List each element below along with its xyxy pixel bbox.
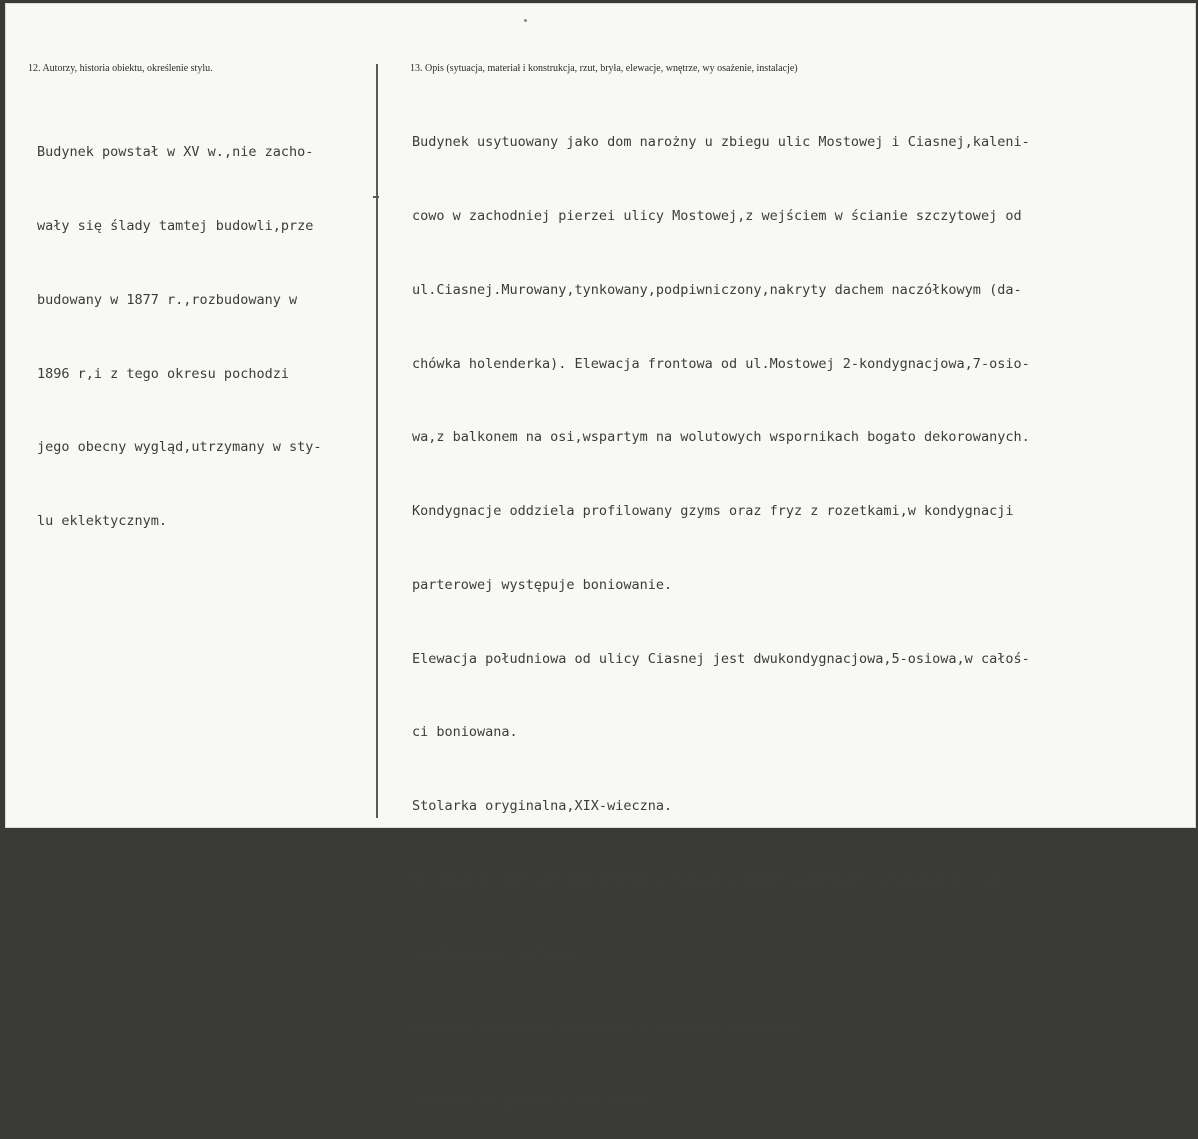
divider-mark — [373, 196, 379, 198]
text-line: ozdobny piec kaflowy. — [412, 945, 583, 962]
text-line: jego obecny wygląd,utrzymany w sty- — [37, 439, 322, 456]
text-line: cowo w zachodniej pierzei ulicy Mostowej,z wejściem w ścianie szczytowej od — [412, 207, 1022, 224]
text-line: Elewacja południowa od ulicy Ciasnej jest dwukondygnacjowa,5-osiowa,w całoś- — [412, 650, 1030, 667]
column-divider — [376, 64, 378, 818]
text-line: lu eklektycznym. — [37, 513, 168, 530]
text-line: Piwnice sklepione kolebkowo,z lunetami,dwunawowe. — [412, 1019, 811, 1036]
text-line: We wnętrzu XIX-wieczna klatka schodowa,w pomieszczeniach sztukaterie oraz — [412, 872, 1006, 888]
text-line: ul.Ciasnej.Murowany,tynkowany,podpiwniczony,nakryty dachem naczółkowym (da- — [412, 281, 1022, 298]
text-line: budowany w 1877 r.,rozbudowany w — [37, 291, 298, 308]
text-line: chówka holenderka). Elewacja frontowa od ul.Mostowej 2-kondygnacjowa,7-osio- — [412, 355, 1030, 372]
text-line: Budynek usytuowany jako dom narożny u zbiegu ulic Mostowej i Ciasnej,kaleni- — [412, 134, 1030, 151]
text-line: Budynek powstał w XV w.,nie zacho- — [37, 144, 314, 161]
section-12-header: 12. Autorzy, historia obiektu, określenie stylu. — [28, 63, 213, 74]
section-13-header: 13. Opis (sytuacja, materiał i konstrukcja, rzut, bryła, elewacje, wnętrze, wy osażenie, instalacje) — [410, 63, 798, 74]
text-line: Stolarka oryginalna,XIX-wieczna. — [412, 798, 673, 815]
text-line: parterowej występuje boniowanie. — [412, 576, 673, 593]
text-line: Instalacja gazowa,elektryczna. — [412, 1093, 656, 1110]
text-line: ci boniowana. — [412, 724, 518, 741]
history-text — [37, 91, 321, 558]
text-line: wały się ślady tamtej budowli,prze — [37, 217, 314, 234]
text-line: Kondygnacje oddziela profilowany gzyms oraz fryz z rozetkami,w kondygnacji — [412, 503, 1014, 520]
text-line: 1896 r,i z tego okresu pochodzi — [37, 365, 289, 382]
description-text — [412, 81, 1030, 1139]
paper-speck — [524, 19, 527, 22]
text-line: wa,z balkonem na osi,wspartym na wolutowych wspornikach bogato dekorowanych. — [412, 429, 1030, 446]
